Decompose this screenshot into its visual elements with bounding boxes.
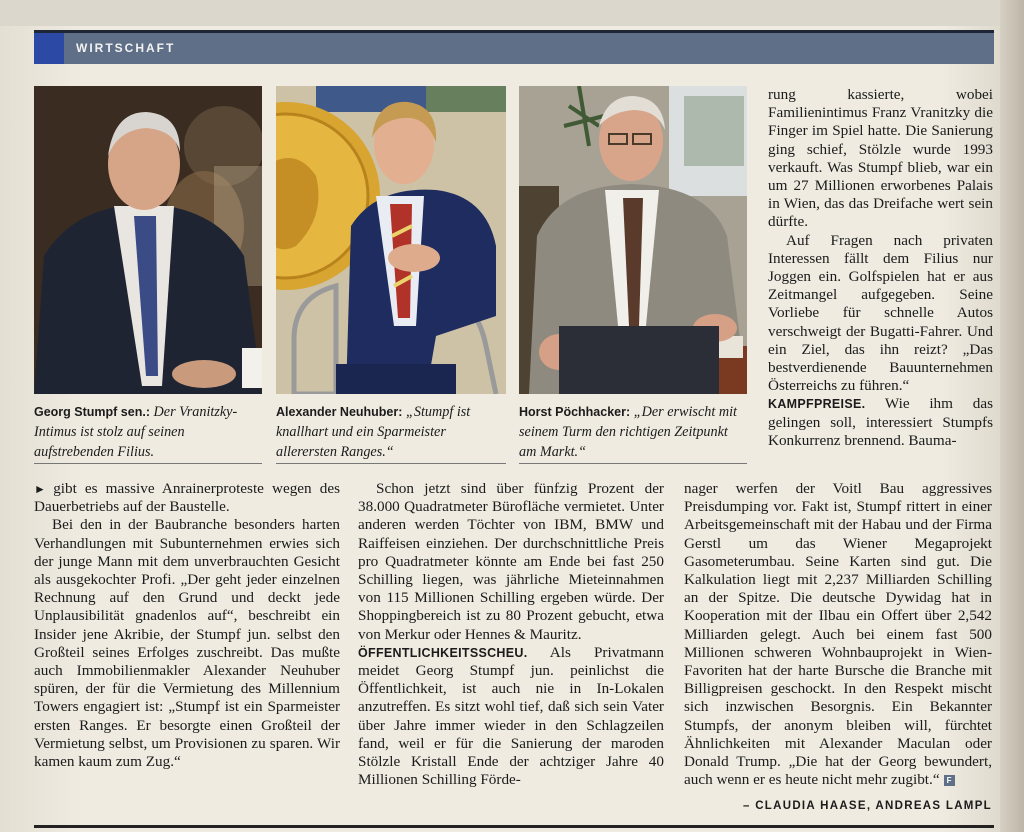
subhead-keyword: ÖFFENTLICHKEITSSCHEU. bbox=[358, 645, 528, 660]
article-text: nager werfen der Voitl Bau aggressives Preisdumping vor. Fakt ist, Stumpf rittert in einer Arbeitsgemeinschaft mit der Habau und der Firma Gerstl um das Wiener Megaprojekt Gasometerumbau. Seine Karten sind gut. Die Kalkulation liegt mit 2,237 Milliarden Schilling an der Spitze. Die deutsche Dywidag hat in Kooperation mit der Ilbau ein Offert über 2,542 Milliarden gelegt. Auch bei einem fast 500 Millionen schweren Wohnbauprojekt in Wien-Favoriten hat der harte Bursche die Branche mit Billigpreisen geschockt. In den Respekt mischt sich inzwischen Besorgnis. Ein Bekannter Stumpfs, der anonym bleiben will, fürchtet Ähnlichkeiten mit Alexander Maculan oder Donald Trump. „Die hat der Georg bewundert, auch wenn er es heute nicht mehr zugibt.“ bbox=[684, 480, 992, 789]
article-text: Wie ihm das gelingen soll, interessiert Stumpfs Konkurrenz brennend. Bauma- bbox=[768, 395, 993, 449]
caption-name: Alexander Neuhuber: bbox=[276, 405, 403, 419]
caption-divider bbox=[519, 463, 747, 464]
article-column-right-upper bbox=[768, 86, 993, 450]
continue-arrow-icon: ► bbox=[34, 482, 54, 496]
page-binding-edge bbox=[1000, 0, 1024, 832]
article-paragraph: Auf Fragen nach privaten Interessen fällt dem Filius nur Joggen ein. Golfspielen hat er aus Zeitmangel aufgegeben. Seine Vorliebe für schnelle Autos verschweigt der Bugatti-Fahrer. Und ein Ziel, das ihn reizt? „Das bestverdienende Bauunternehmen Österreichs zu führen.“ bbox=[768, 231, 993, 395]
section-header-bar bbox=[34, 30, 994, 64]
article-paragraph: rung kassierte, wobei Familienintimus Franz Vranitzky die Finger im Spiel hatte. Die Sanierung ging schief, Stölzle wurde 1993 verkauft. Was Stumpf blieb, war ein um 27 Millionen erworbenes Palais in Wien, das das Dreifache wert sein dürfte. bbox=[768, 86, 993, 231]
photo-horst-poechhacker-illustration bbox=[519, 86, 747, 394]
page-top-margin bbox=[0, 0, 1024, 26]
section-accent-block bbox=[34, 33, 64, 64]
article-paragraph bbox=[358, 644, 664, 790]
photo-georg-stumpf-sen bbox=[34, 86, 262, 394]
article-paragraph: Bei den in der Baubranche besonders harten Verhandlungen mit Subunternehmen erwies sich der junge Mann mit dem unverbrauchten Gesicht als ausgekochter Profi. „Der geht jeder einzelnen Rechnung auf den Grund und deckt jede Unplausibilität gnadenlos auf“, beschreibt ein Insider jene Akribie, der Stumpf jun. selbst den Großteil seines Erfolges zuschreibt. Das mußte auch Immobilienmakler Alexander Neuhuber spüren, der für die Vermietung des Millennium Towers engagiert ist: „Stumpf ist ein Sparmeister ersten Ranges. Er besorgte einen Großteil der Vermietung selbst, um Provisionen zu sparen. Wir kamen kaum zum Zug.“ bbox=[34, 516, 340, 771]
caption-name: Georg Stumpf sen.: bbox=[34, 405, 150, 419]
caption-quote: „Der erwischt mit seinem Turm den richtigen Zeitpunkt am Markt.“ bbox=[519, 404, 737, 460]
article-text: Als Privatmann meidet Georg Stumpf jun. peinlichst die Öffentlichkeit, ist auch nie in In-Lokalen anzutreffen. Es sitzt wohl tief, daß sich sein Vater über Jahre immer wieder in den Schlagzeilen fand, weil er für die Sanierung der maroden Stölzle Kristall Ende der achtziger Jahre 40 Millionen Schilling Förde- bbox=[358, 643, 664, 789]
caption-divider bbox=[34, 463, 262, 464]
section-label: WIRTSCHAFT bbox=[76, 41, 176, 55]
author-byline: – CLAUDIA HAASE, ANDREAS LAMPL bbox=[743, 800, 992, 812]
caption-quote: „Stumpf ist knallhart und ein Sparmeister allerersten Ranges.“ bbox=[276, 404, 471, 460]
article-column-1 bbox=[34, 480, 340, 771]
caption-quote: Der Vranitzky-Intimus ist stolz auf seinen aufstrebenden Filius. bbox=[34, 404, 238, 460]
caption-divider bbox=[276, 463, 506, 464]
article-column-2 bbox=[358, 480, 664, 789]
photo-horst-poechhacker bbox=[519, 86, 747, 394]
article-paragraph: Schon jetzt sind über fünfzig Prozent der 38.000 Quadratmeter Bürofläche vermietet. Unter anderen werden Töchter von IBM, BMW und Raiffeisen einziehen. Der durchschnittliche Preis pro Quadratmeter könnte am Ende bei fast 250 Schilling liegen, was jährliche Mieteinnahmen von 115 Millionen Schilling ergeben würde. Der Shoppingbereich ist zu 80 Prozent gebucht, etwa von Merkur oder Hennes & Mauritz. bbox=[358, 480, 664, 643]
photo-georg-stumpf-sen-illustration bbox=[34, 86, 262, 394]
article-paragraph bbox=[768, 395, 993, 450]
caption-georg-stumpf-sen bbox=[34, 402, 262, 462]
article-column-3 bbox=[684, 480, 992, 789]
photo-alexander-neuhuber bbox=[276, 86, 506, 394]
caption-alexander-neuhuber bbox=[276, 402, 506, 462]
bottom-rule bbox=[34, 825, 994, 828]
article-text: gibt es massive Anrainerproteste wegen des Dauerbetriebs auf der Baustelle. bbox=[34, 480, 340, 516]
caption-horst-poechhacker bbox=[519, 402, 747, 462]
caption-name: Horst Pöchhacker: bbox=[519, 405, 631, 419]
article-paragraph bbox=[684, 480, 992, 789]
subhead-keyword: KAMPFPREISE. bbox=[768, 397, 866, 412]
photo-alexander-neuhuber-illustration bbox=[276, 86, 506, 394]
article-paragraph bbox=[34, 480, 340, 516]
end-mark-icon: F bbox=[944, 775, 955, 786]
